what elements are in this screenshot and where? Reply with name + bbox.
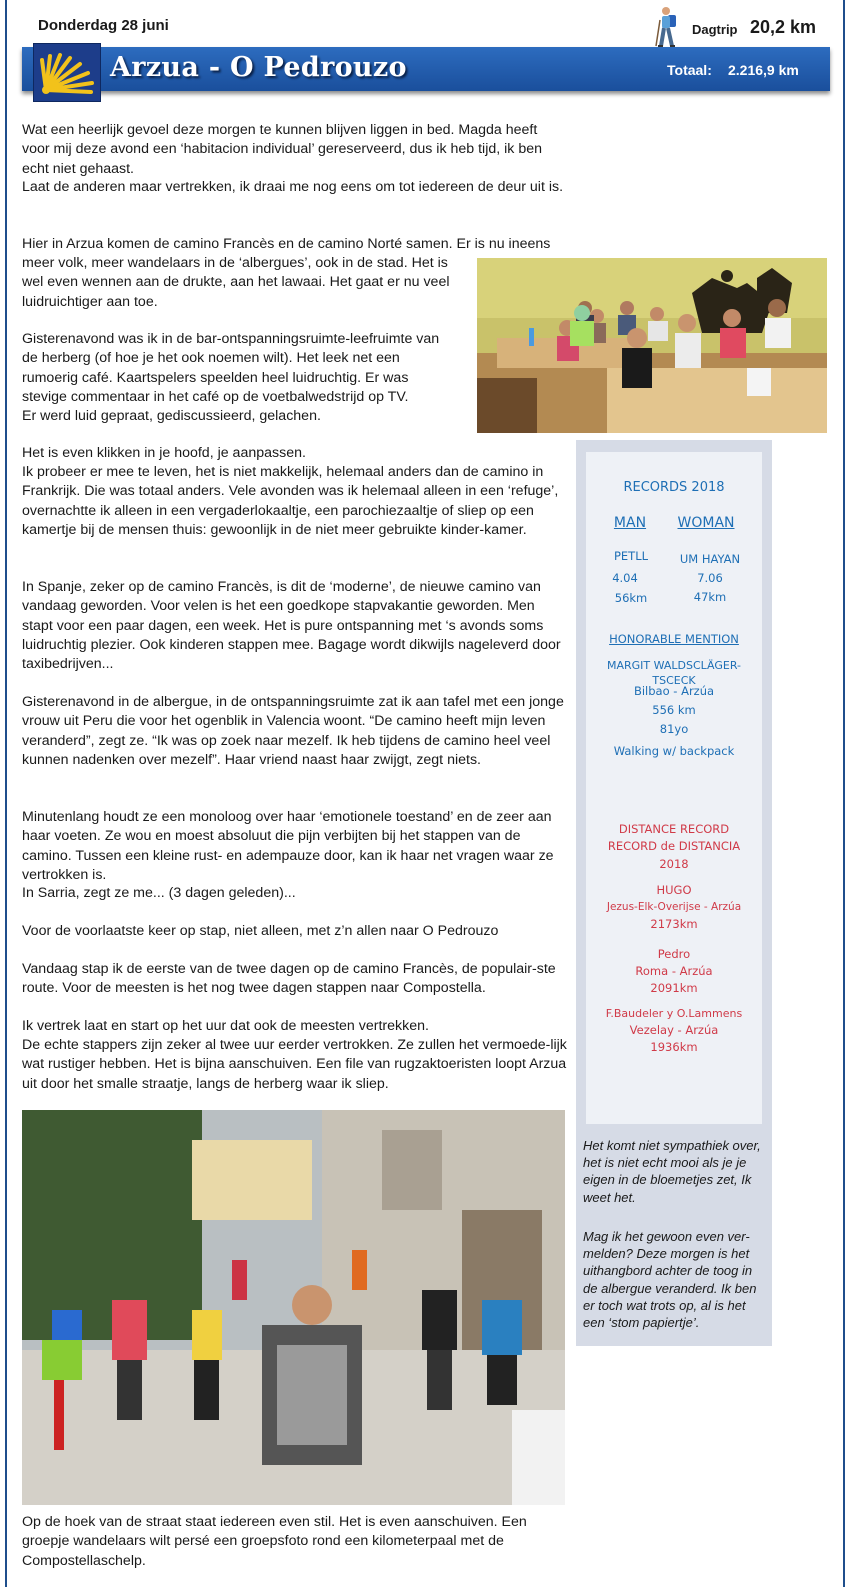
paragraph-11b: De echte stappers zijn zeker al twee uur eerder vertrokken. Ze zullen het vermoede-lijk wat rustiger hebben. Het is bijna aanschuiven. Een file van rugzaktoeristen loopt Arzua uit door het smalle straatje, langs de herberg waar ik sliep. bbox=[22, 1037, 567, 1092]
records-distance-title-es: RECORD de DISTANCIA bbox=[607, 839, 741, 853]
paragraph-1: Wat een heerlijk gevoel deze morgen te kunnen blijven liggen in bed. Magda heeft voor mij deze avond een ‘habitacion individual’ gereserveerd, dus ik heb tijd, ik ben echt niet gehaast. bbox=[22, 122, 542, 177]
sidebar-text-1: Het komt niet sympathiek over, het is niet echt mooi als je je eigen in de bloemetjes zet, Ik weet het. bbox=[583, 1138, 761, 1205]
records-hm-age: 81yo bbox=[659, 722, 689, 736]
albergue-photo bbox=[477, 258, 827, 433]
records-r1-route: Jezus-Elk-Overijse - Arzúa bbox=[606, 901, 742, 913]
paragraph-7: Gisterenavond in de albergue, in de ontspanningsruimte zat ik aan tafel met een jonge vrouw uit Peru die voor het ogenblik in Valencia woont. “De camino heeft mijn leven veranderd”, zegt ze. “Ik was op zoek naar mezelf. Ik heb tijdens de camino heel veel kunnen nadenken over mezelf”. Haar vriend naast haar zwijgt, zegt niets. bbox=[22, 694, 564, 768]
records-r3-name: F.Baudeler y O.Lammens bbox=[605, 1007, 743, 1020]
paragraph-3b: meer volk, meer wandelaars in de ‘albergues’, ook in de stad. Het is wel even wennen aan de drukte, aan het lawaai. Het gaat er nu veel luidruichtiger aan toe. bbox=[22, 255, 450, 310]
records-r1-name: HUGO bbox=[656, 883, 692, 897]
paragraph-6: In Spanje, zeker op de camino Francès, is dit de ‘moderne’, de nieuwe camino van vandaag geworden. Voor velen is het een goedkope stapvakantie geworden. Men stapt voor een paar dagen, een week. Het is pure ontspanning met ‘s avonds soms luidruchtig plezier. Ook kinderen stappen mee. Bagage wordt dikwijls nageleverd door taxibedrijven... bbox=[22, 579, 561, 673]
records-woman-header: WOMAN bbox=[677, 515, 735, 531]
records-hm-title: HONORABLE MENTION bbox=[609, 632, 739, 646]
paragraph-8: Minutenlang houdt ze een monoloog over haar ‘emotionele toestand’ en de zeer aan haar voeten. Ze wou en moest absoluut die pijn verbijten bij het stappen van de camino. Tussen een kleine rust- en adempauze door, kan ik haar net vragen waar ze vertrokken is. bbox=[22, 809, 554, 883]
page-title: Arzua - O Pedrouzo bbox=[110, 52, 407, 83]
paragraph-5b: Ik probeer er mee te leven, het is niet makkelijk, helemaal anders dan de camino in Frankrijk. Die was totaal anders. Vele avonden was ik helemaal alleen in een ‘refuge’, overnachtte ik alleen in een vergaderlokaaltje, een parochiezaaltje of sliep op een kamertje bij de mensen thuis: gewoonlijk in de niet meer gebruikte kinder-kamer. bbox=[22, 464, 559, 538]
paragraph-2: Laat de anderen maar vertrekken, ik draai me nog eens om tot iedereen de deur uit is. bbox=[22, 179, 564, 195]
records-distance-title: DISTANCE RECORD bbox=[618, 822, 730, 836]
records-woman-km: 47km bbox=[693, 590, 727, 604]
records-hm-km: 556 km bbox=[652, 703, 696, 717]
page-border-right bbox=[843, 0, 845, 1587]
paragraph-4: Gisterenavond was ik in de bar-ontspanningsruimte-leefruimte van de herberg (of hoe je het ook noemen wilt). Het leek net een rumoerig café. Kaartspelers speelden heel luidruchtig. Er was stevige commentaar in het café op de voetbalwedstrijd op TV. bbox=[22, 331, 440, 405]
shell-icon bbox=[33, 43, 101, 102]
records-r2-km: 2091km bbox=[650, 981, 698, 995]
paragraph-8b: In Sarria, zegt ze me... (3 dagen geleden)... bbox=[22, 885, 296, 901]
paragraph-4b: Er werd luid gepraat, gediscussieerd, gelachen. bbox=[22, 408, 321, 424]
paragraph-3a: Hier in Arzua komen de camino Francès en de camino Norté samen. Er is nu ineens bbox=[22, 236, 551, 252]
records-woman-time: 7.06 bbox=[697, 571, 723, 585]
records-distance-year: 2018 bbox=[659, 857, 689, 871]
records-r3-route: Vezelay - Arzúa bbox=[629, 1023, 719, 1037]
records-title: RECORDS 2018 bbox=[623, 480, 725, 495]
records-r2-name: Pedro bbox=[657, 947, 691, 961]
records-r2-route: Roma - Arzúa bbox=[635, 964, 713, 978]
paragraph-11: Ik vertrek laat en start op het uur dat ook de meesten vertrekken. bbox=[22, 1018, 429, 1034]
paragraph-9: Voor de voorlaatste keer op stap, niet alleen, met z’n allen naar O Pedrouzo bbox=[22, 923, 499, 939]
records-hm-name: MARGIT WALDSCLÄGER-TSCECK bbox=[606, 659, 742, 687]
photo-caption: Op de hoek van de straat staat iedereen even stil. Het is even aanschuiven. Een groepje wandelaars wilt persé een groepsfoto rond een kilometerpaal met de Compostellaschelp. bbox=[22, 1514, 527, 1569]
records-man-time: 4.04 bbox=[612, 571, 638, 585]
records-man-name: PETLL bbox=[613, 549, 649, 563]
hiker-icon bbox=[652, 6, 684, 50]
records-man-header: MAN bbox=[613, 515, 647, 531]
total-label: Totaal: bbox=[667, 62, 712, 78]
records-r3-km: 1936km bbox=[650, 1040, 698, 1054]
sidebar-text-2: Mag ik het gewoon even ver-melden? Deze morgen is het uithangbord achter de toog in de albergue veranderd. Ik ben er toch wat trots op, al is het een ‘stom papiertje’. bbox=[583, 1229, 757, 1331]
total-distance: 2.216,9 km bbox=[728, 62, 799, 78]
street-photo bbox=[22, 1110, 565, 1505]
records-r1-km: 2173km bbox=[650, 917, 698, 931]
records-woman-name: UM HAYAN bbox=[679, 552, 741, 566]
trip-distance: 20,2 km bbox=[750, 17, 817, 37]
page-border-left bbox=[5, 0, 7, 1587]
paragraph-10: Vandaag stap ik de eerste van de twee dagen op de camino Francès, de populair-ste route. Voor de meesten is het nog twee dagen stappen naar Compostella. bbox=[22, 961, 556, 997]
date-label: Donderdag 28 juni bbox=[38, 17, 169, 34]
records-man-km: 56km bbox=[614, 591, 648, 605]
records-hm-note: Walking w/ backpack bbox=[613, 744, 735, 758]
paragraph-5a: Het is even klikken in je hoofd, je aanpassen. bbox=[22, 445, 306, 461]
records-hm-route: Bilbao - Arzúa bbox=[633, 684, 715, 698]
trip-label: Dagtrip bbox=[692, 22, 738, 37]
